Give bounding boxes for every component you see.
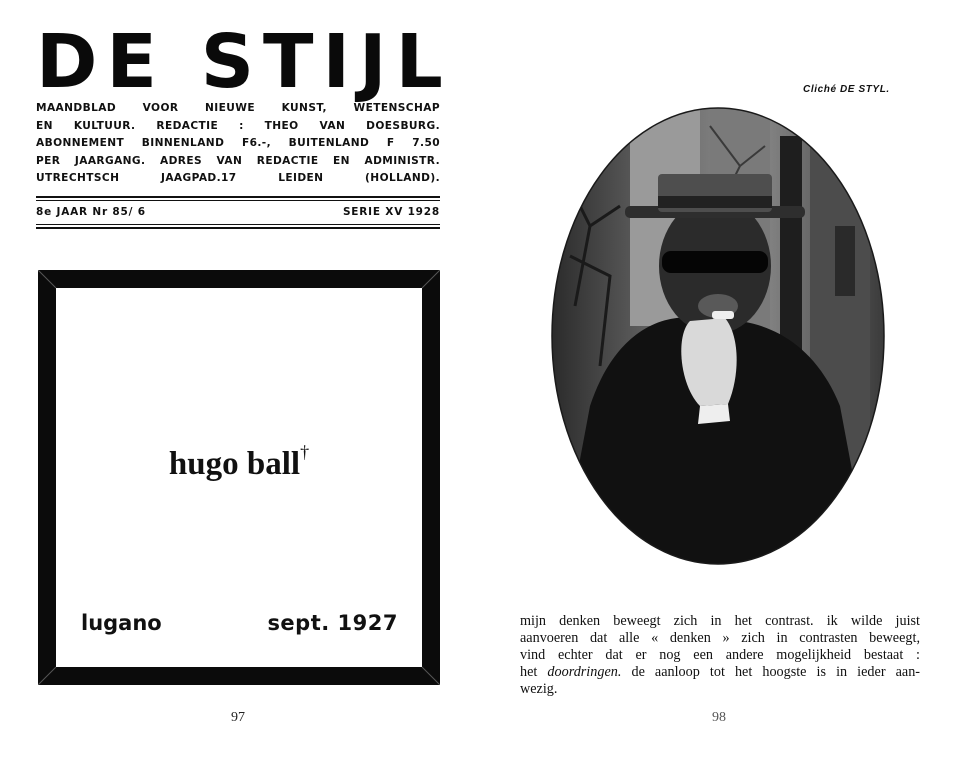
right-page <box>480 0 960 766</box>
masthead-line-2: EN KULTUUR. REDACTIE : THEO VAN DOESBURG. <box>36 119 440 132</box>
masthead-line-5: UTRECHTSCH JAAGPAD.17 LEIDEN (HOLLAND). <box>36 172 440 185</box>
portrait-photo <box>550 106 886 566</box>
memorial-name-block <box>56 442 422 483</box>
memorial-card <box>56 288 422 667</box>
rule-bottom-thick <box>36 227 440 229</box>
body-text <box>520 613 920 698</box>
memorial-name: hugo ball <box>168 446 301 482</box>
masthead-line-4: PER JAARGANG. ADRES VAN REDACTIE EN ADMINISTR. <box>36 154 440 167</box>
masthead-line-3: ABONNEMENT BINNENLAND F6.-, BUITENLAND F 7.50 <box>36 137 440 150</box>
rule-top-thick <box>36 196 440 198</box>
emphasis-word: doordringen. <box>547 664 622 680</box>
memorial-place: lugano <box>81 611 162 635</box>
memorial-date: sept. 1927 <box>267 611 398 635</box>
rule-bottom-thin <box>36 224 440 225</box>
issue-series: SERIE XV 1928 <box>342 206 440 218</box>
issue-row <box>36 206 440 218</box>
issue-number: 8e JAAR Nr 85/ 6 <box>36 206 146 218</box>
memorial-frame <box>38 270 440 685</box>
body-line-5: wezig. <box>520 681 558 697</box>
dagger-symbol: † <box>300 442 310 462</box>
body-line-1: mijn denken beweegt zich in het contrast. ik wilde juist <box>520 613 920 629</box>
masthead-title: DE STIJL <box>36 19 452 105</box>
body-line-4 <box>520 664 920 681</box>
page-number-right: 98 <box>712 710 726 725</box>
emphasis-prefix: het <box>520 664 538 680</box>
masthead-line-1: MAANDBLAD VOOR NIEUWE KUNST, WETENSCHAP <box>36 102 440 114</box>
photo-credit: Cliché DE STYL. <box>803 84 890 95</box>
rule-top-thin <box>36 200 440 201</box>
body-line-2: aanvoeren dat alle « denken » zich in contrasten beweegt, <box>520 630 920 646</box>
body-line-3: vind echter dat er nog een andere mogelijkheid bestaat : <box>520 647 920 663</box>
masthead-details <box>36 100 440 188</box>
page-number-left: 97 <box>231 710 245 725</box>
body-line-4-rest: de aanloop tot het hoogste is in ieder aan- <box>631 664 921 680</box>
